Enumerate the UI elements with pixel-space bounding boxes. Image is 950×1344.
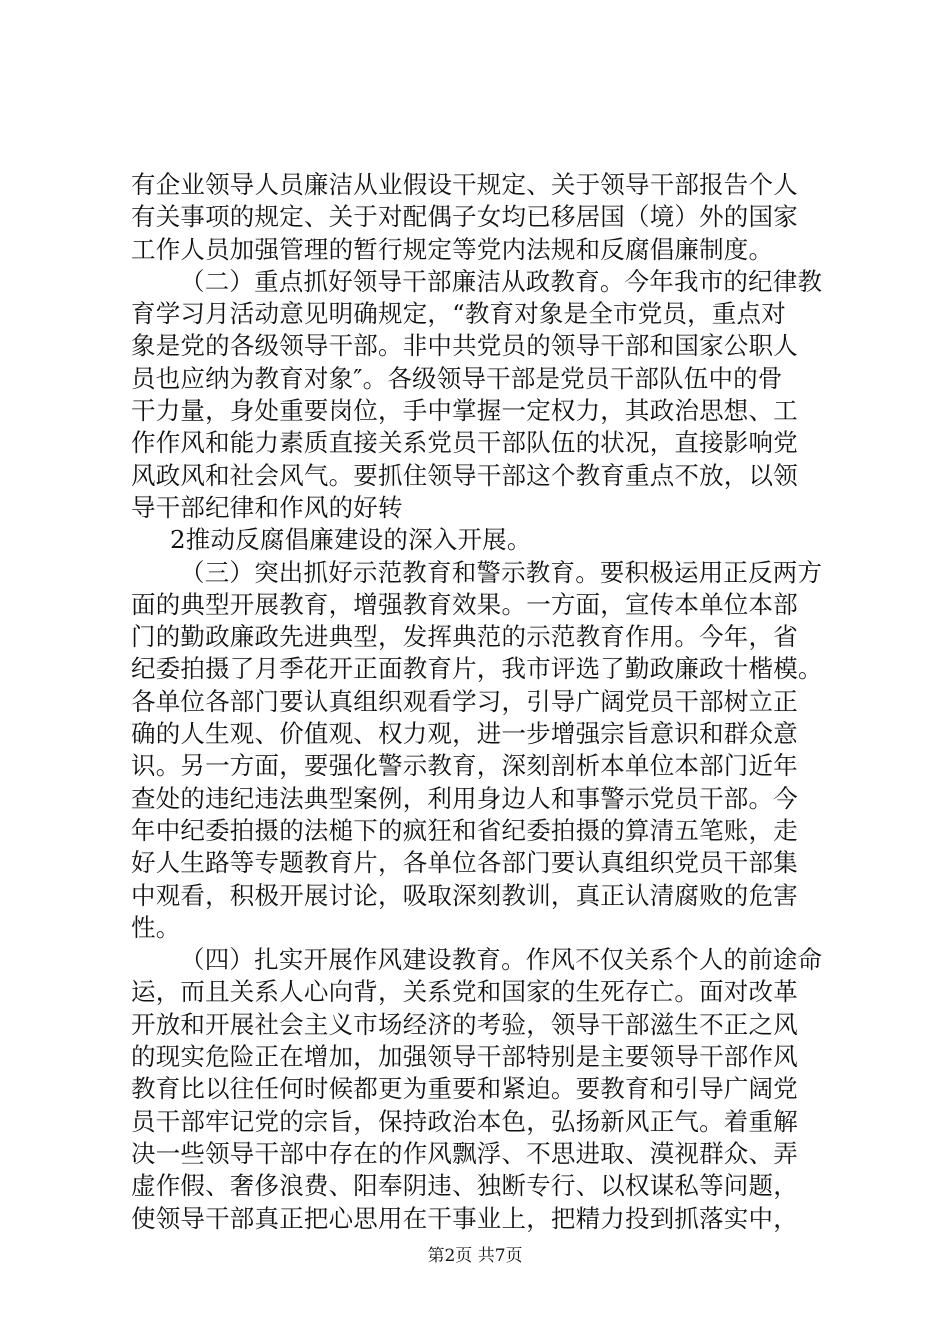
text-line: 工作人员加强管理的暂行规定等党内法规和反腐倡廉制度。: [131, 234, 774, 264]
text-line: 决一些领导干部中存在的作风飘浮、不思进取、漠视群众、弄: [131, 1138, 798, 1168]
text-line: 作作风和能力素质直接关系党员干部队伍的状况，直接影响党: [131, 428, 798, 458]
body-text: [131, 169, 851, 1235]
text-line: 有企业领导人员廉洁从业假设干规定、关于领导干部报告个人: [131, 170, 798, 199]
text-line: 使领导干部真正把心思用在干事业上，把精力投到抓落实中，: [131, 1203, 798, 1233]
text-line: 查处的违纪违法典型案例，利用身边人和事警示党员干部。今: [131, 783, 798, 813]
text-line: 运，而且关系人心向背，关系党和国家的生死存亡。面对改革: [131, 977, 798, 1007]
text-line: 各单位各部门要认真组织观看学习，引导广阔党员干部树立正: [131, 686, 798, 716]
text-line: 教育比以往任何时候都更为重要和紧迫。要教育和引导广阔党: [131, 1074, 798, 1104]
text-line: 员也应纳为教育对象″。各级领导干部是党员干部队伍中的骨: [131, 363, 783, 393]
text-line: 中观看，积极开展讨论，吸取深刻教训，真正认清腐败的危害: [131, 880, 798, 910]
text-line: 育学习月活动意见明确规定，“教育对象是全市党员，重点对: [131, 299, 786, 329]
text-line: 识。另一方面，要强化警示教育，深刻剖析本单位本部门近年: [131, 751, 798, 781]
text-line: 干力量，身处重要岗位，手中掌握一定权力，其政治思想、工: [131, 396, 798, 426]
text-line: 年中纪委拍摄的法槌下的疯狂和省纪委拍摄的算清五笔账，走: [131, 815, 798, 845]
text-line: 虚作假、奢侈浪费、阳奉阴违、独断专行、以权谋私等问题，: [131, 1171, 798, 1201]
text-line: 确的人生观、价值观、权力观，进一步增强宗旨意识和群众意: [131, 719, 798, 749]
text-line: 开放和开展社会主义市场经济的考验，领导干部滋生不正之风: [131, 1009, 798, 1039]
text-line: 导干部纪律和作风的好转: [131, 492, 403, 522]
paragraph-start-line: （三）突出抓好示范教育和警示教育。要积极运用正反两方: [180, 557, 823, 587]
text-line: 纪委拍摄了月季花开正面教育片，我市评选了勤政廉政十楷模。: [131, 654, 823, 684]
text-line: 员干部牢记党的宗旨，保持政治本色，弘扬新风正气。着重解: [131, 1106, 798, 1136]
page-footer: 第2页 共7页: [427, 1246, 523, 1266]
text-line: 面的典型开展教育，增强教育效果。一方面，宣传本单位本部: [131, 589, 798, 619]
paragraph-start-line: （四）扎实开展作风建设教育。作风不仅关系个人的前途命: [180, 945, 823, 975]
text-line: 性。: [131, 912, 181, 942]
text-line: 风政风和社会风气。要抓住领导干部这个教育重点不放，以领: [131, 460, 798, 490]
text-line: 门的勤政廉政先进典型，发挥典范的示范教育作用。今年，省: [131, 622, 798, 652]
paragraph-start-line: （二）重点抓好领导干部廉洁从政教育。今年我市的纪律教: [180, 266, 823, 296]
text-line: 象是党的各级领导干部。非中共党员的领导干部和国家公职人: [131, 331, 798, 361]
text-line: 好人生路等专题教育片，各单位各部门要认真组织党员干部集: [131, 848, 798, 878]
text-line: 有关事项的规定、关于对配偶子女均已移居国（境）外的国家: [131, 202, 798, 232]
text-line: 的现实危险正在增加，加强领导干部特别是主要领导干部作风: [131, 1042, 798, 1072]
paragraph-start-line: 2推动反腐倡廉建设的深入开展。: [170, 525, 532, 555]
